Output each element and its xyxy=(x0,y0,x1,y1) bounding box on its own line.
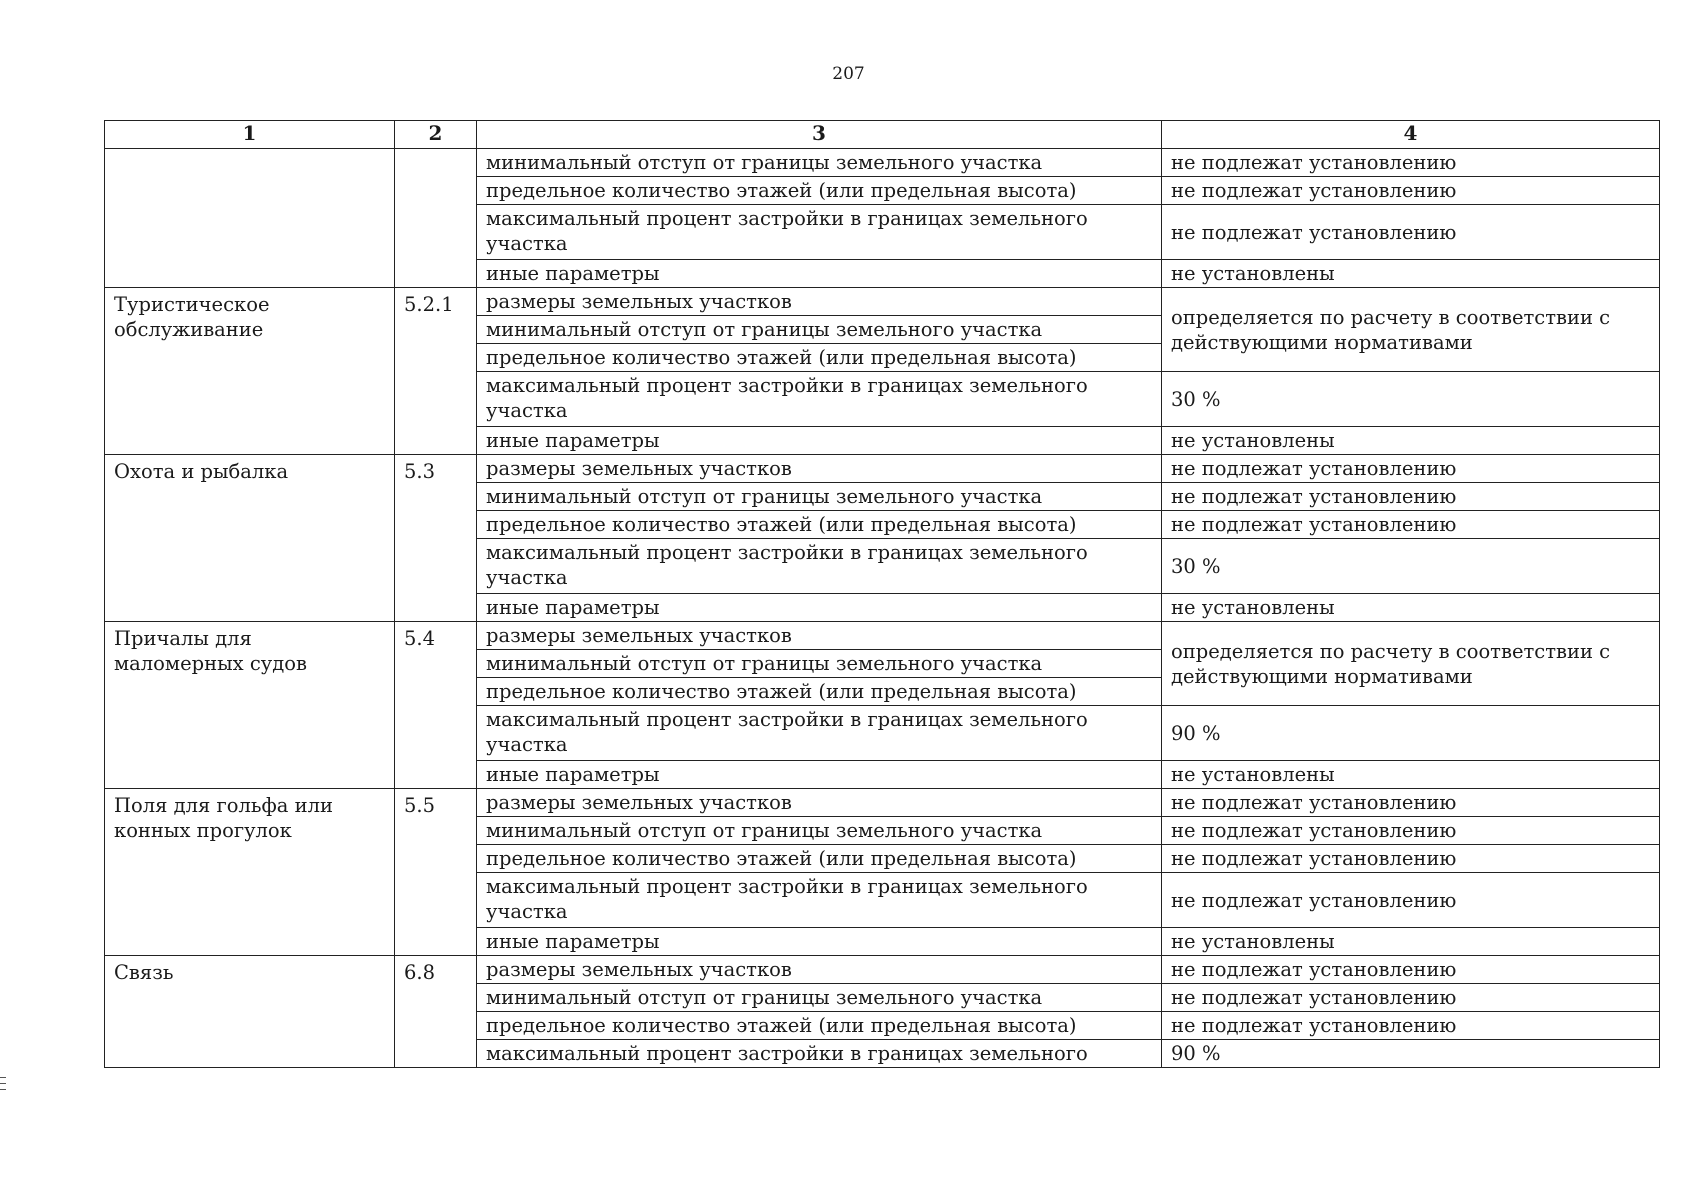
table-row xyxy=(105,149,1660,177)
page-number: 207 xyxy=(832,64,865,84)
parameter-cell: предельное количество этажей (или предельная высота) xyxy=(477,177,1162,205)
land-use-name-cell: Туристическое обслуживание xyxy=(105,288,395,455)
table-row xyxy=(105,956,1660,984)
value-cell: не установлены xyxy=(1162,594,1660,622)
land-use-code-cell: 5.2.1 xyxy=(395,288,477,455)
value-cell: 30 % xyxy=(1162,539,1660,594)
parameter-cell: максимальный процент застройки в границах земельного участка xyxy=(477,539,1162,594)
parameter-cell: размеры земельных участков xyxy=(477,789,1162,817)
parameter-cell: максимальный процент застройки в границах земельного участка xyxy=(477,205,1162,260)
parameter-cell: минимальный отступ от границы земельного участка xyxy=(477,483,1162,511)
value-cell: не подлежат установлению xyxy=(1162,845,1660,873)
land-use-name-cell xyxy=(105,149,395,288)
parameter-cell: размеры земельных участков xyxy=(477,288,1162,316)
parameter-cell: размеры земельных участков xyxy=(477,455,1162,483)
merged-value-cell: определяется по расчету в соответствии с действующими нормативами xyxy=(1162,288,1660,372)
value-cell: не подлежат установлению xyxy=(1162,511,1660,539)
column-header: 1 xyxy=(105,121,395,149)
parameter-cell: предельное количество этажей (или предельная высота) xyxy=(477,511,1162,539)
column-header: 4 xyxy=(1162,121,1660,149)
value-cell: не установлены xyxy=(1162,260,1660,288)
parameter-cell: максимальный процент застройки в границах земельного участка xyxy=(477,873,1162,928)
parameter-cell: иные параметры xyxy=(477,594,1162,622)
value-cell: не подлежат установлению xyxy=(1162,455,1660,483)
value-cell: не подлежат установлению xyxy=(1162,483,1660,511)
value-cell: не подлежат установлению xyxy=(1162,956,1660,984)
margin-tick xyxy=(0,1089,6,1090)
column-header: 2 xyxy=(395,121,477,149)
value-cell: 90 % xyxy=(1162,1040,1660,1068)
parameter-cell: предельное количество этажей (или предельная высота) xyxy=(477,678,1162,706)
parameter-cell: предельное количество этажей (или предельная высота) xyxy=(477,845,1162,873)
value-cell: не установлены xyxy=(1162,427,1660,455)
parameter-cell: максимальный процент застройки в границах земельного xyxy=(477,1040,1162,1068)
value-cell: 90 % xyxy=(1162,706,1660,761)
value-cell: 30 % xyxy=(1162,372,1660,427)
table-row xyxy=(105,622,1660,650)
parameter-cell: минимальный отступ от границы земельного участка xyxy=(477,817,1162,845)
value-cell: не подлежат установлению xyxy=(1162,873,1660,928)
parameter-cell: предельное количество этажей (или предельная высота) xyxy=(477,344,1162,372)
land-use-name-cell: Связь xyxy=(105,956,395,1068)
value-cell: не подлежат установлению xyxy=(1162,817,1660,845)
parameter-cell: максимальный процент застройки в границах земельного участка xyxy=(477,706,1162,761)
merged-value-cell: определяется по расчету в соответствии с действующими нормативами xyxy=(1162,622,1660,706)
parameter-cell: минимальный отступ от границы земельного участка xyxy=(477,650,1162,678)
land-use-code-cell: 5.4 xyxy=(395,622,477,789)
value-cell: не установлены xyxy=(1162,928,1660,956)
parameter-cell: предельное количество этажей (или предельная высота) xyxy=(477,1012,1162,1040)
land-use-code-cell: 5.3 xyxy=(395,455,477,622)
value-cell: не подлежат установлению xyxy=(1162,789,1660,817)
land-use-code-cell: 5.5 xyxy=(395,789,477,956)
margin-scan-marks xyxy=(0,1077,6,1095)
parameter-cell: иные параметры xyxy=(477,928,1162,956)
land-use-name-cell: Поля для гольфа или конных прогулок xyxy=(105,789,395,956)
parameter-cell: иные параметры xyxy=(477,427,1162,455)
parameter-cell: минимальный отступ от границы земельного участка xyxy=(477,984,1162,1012)
parameter-cell: размеры земельных участков xyxy=(477,622,1162,650)
land-use-code-cell xyxy=(395,149,477,288)
value-cell: не подлежат установлению xyxy=(1162,177,1660,205)
parameter-cell: размеры земельных участков xyxy=(477,956,1162,984)
land-use-name-cell: Причалы для маломерных судов xyxy=(105,622,395,789)
table-row xyxy=(105,288,1660,316)
column-header: 3 xyxy=(477,121,1162,149)
value-cell: не подлежат установлению xyxy=(1162,1012,1660,1040)
value-cell: не установлены xyxy=(1162,761,1660,789)
parameter-cell: минимальный отступ от границы земельного участка xyxy=(477,149,1162,177)
margin-tick xyxy=(0,1077,6,1078)
parameter-cell: иные параметры xyxy=(477,761,1162,789)
table-header-row xyxy=(105,121,1660,149)
land-use-name-cell: Охота и рыбалка xyxy=(105,455,395,622)
regulations-table xyxy=(104,120,1660,1068)
value-cell: не подлежат установлению xyxy=(1162,984,1660,1012)
land-use-code-cell: 6.8 xyxy=(395,956,477,1068)
value-cell: не подлежат установлению xyxy=(1162,149,1660,177)
table-row xyxy=(105,789,1660,817)
margin-tick xyxy=(0,1083,6,1084)
parameter-cell: минимальный отступ от границы земельного участка xyxy=(477,316,1162,344)
table-row xyxy=(105,455,1660,483)
value-cell: не подлежат установлению xyxy=(1162,205,1660,260)
parameter-cell: иные параметры xyxy=(477,260,1162,288)
parameter-cell: максимальный процент застройки в границах земельного участка xyxy=(477,372,1162,427)
